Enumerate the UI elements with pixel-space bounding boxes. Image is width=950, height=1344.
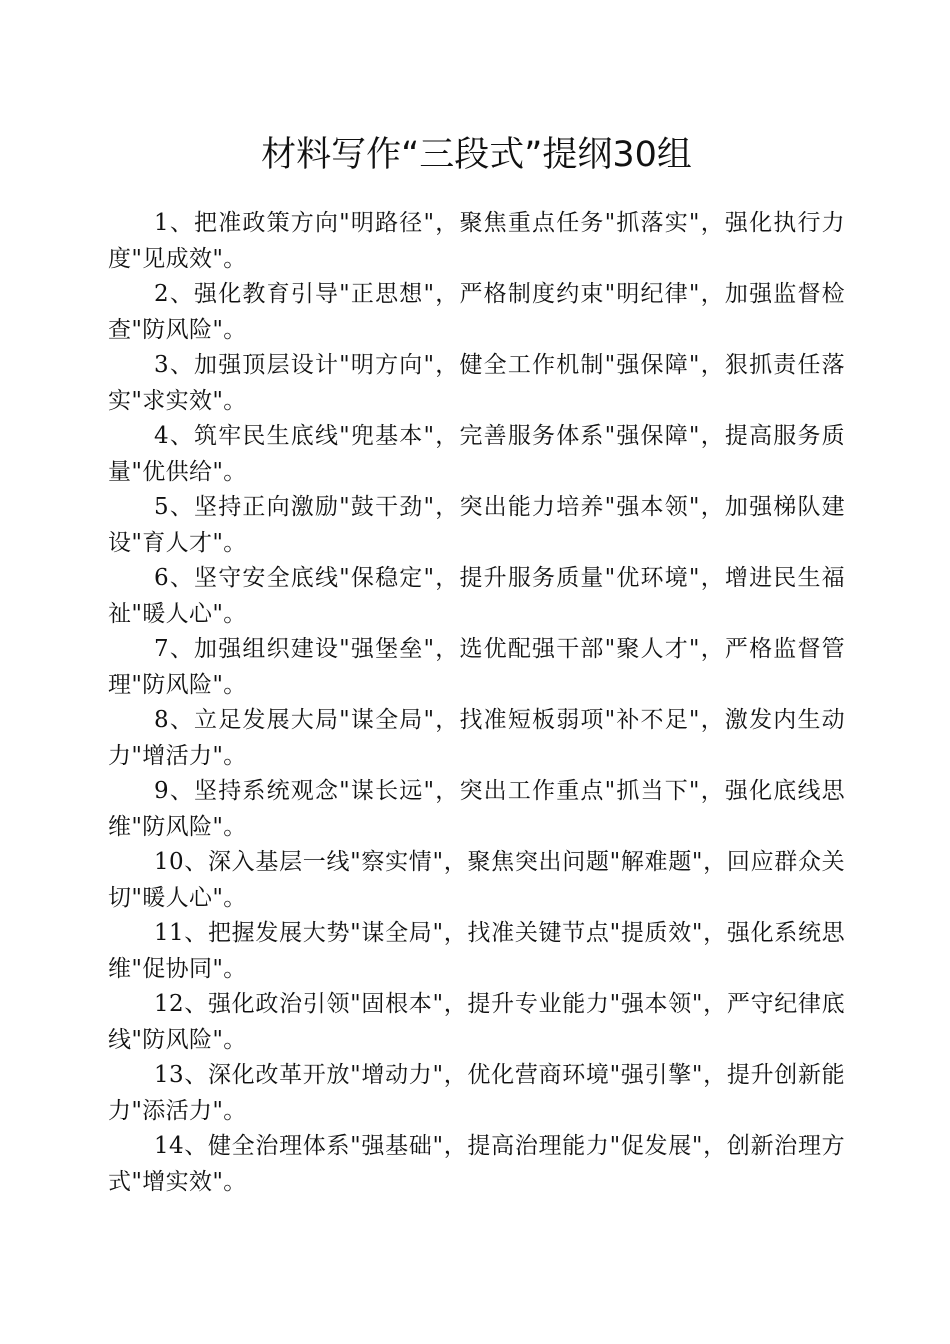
outline-item-11: 11、把握发展大势"谋全局"，找准关键节点"提质效"，强化系统思维"促协同"。 (108, 920, 845, 982)
outline-list (108, 206, 845, 1200)
outline-item-4: 4、筑牢民生底线"兜基本"，完善服务体系"强保障"，提高服务质量"优供给"。 (108, 423, 845, 485)
outline-item-1: 1、把准政策方向"明路径"，聚焦重点任务"抓落实"，强化执行力度"见成效"。 (108, 210, 845, 272)
outline-item-3: 3、加强顶层设计"明方向"，健全工作机制"强保障"，狠抓责任落实"求实效"。 (108, 352, 845, 414)
outline-item-9: 9、坚持系统观念"谋长远"，突出工作重点"抓当下"，强化底线思维"防风险"。 (108, 778, 845, 840)
outline-item-7: 7、加强组织建设"强堡垒"，选优配强干部"聚人才"，严格监督管理"防风险"。 (108, 636, 845, 698)
outline-item-6: 6、坚守安全底线"保稳定"，提升服务质量"优环境"，增进民生福祉"暖人心"。 (108, 565, 845, 627)
outline-item-5: 5、坚持正向激励"鼓干劲"，突出能力培养"强本领"，加强梯队建设"育人才"。 (108, 494, 845, 556)
outline-item-12: 12、强化政治引领"固根本"，提升专业能力"强本领"，严守纪律底线"防风险"。 (108, 991, 845, 1053)
outline-item-8: 8、立足发展大局"谋全局"，找准短板弱项"补不足"，激发内生动力"增活力"。 (108, 707, 845, 769)
outline-item-13: 13、深化改革开放"增动力"，优化营商环境"强引擎"，提升创新能力"添活力"。 (108, 1062, 845, 1124)
page-title: 材料写作“三段式”提纲30组 (261, 135, 692, 175)
outline-item-10: 10、深入基层一线"察实情"，聚焦突出问题"解难题"，回应群众关切"暖人心"。 (108, 849, 845, 911)
outline-item-2: 2、强化教育引导"正思想"，严格制度约束"明纪律"，加强监督检查"防风险"。 (108, 281, 845, 343)
outline-item-14: 14、健全治理体系"强基础"，提高治理能力"促发展"，创新治理方式"增实效"。 (108, 1133, 845, 1195)
